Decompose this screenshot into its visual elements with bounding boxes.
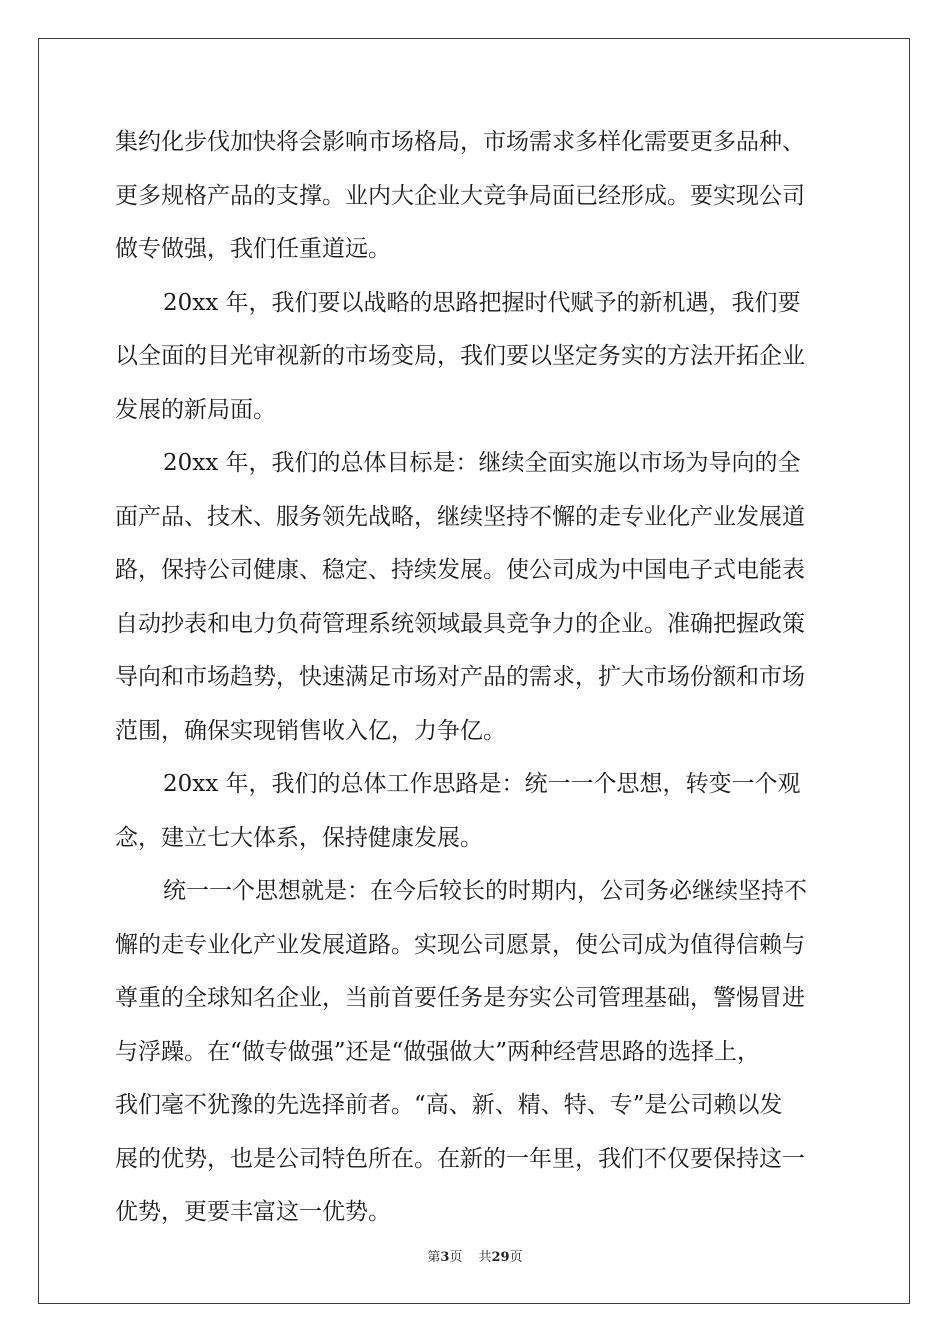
page-footer [0,1246,950,1265]
text-line: 我们毫不犹豫的先选择前者。“高、新、精、特、专”是公司赖以发 [115,1092,783,1118]
text-line: 懈的走专业化产业发展道路。实现公司愿景，使公司成为值得信赖与 [115,931,805,958]
text-line: 与浮躁。在“做专做强”还是“做强做大”两种经营思路的选择上， [115,1038,761,1065]
text-line: 集约化步伐加快将会影响市场格局，市场需求多样化需要更多品种、 [115,129,805,155]
page-number: 3 [440,1250,450,1265]
text-line: 20xx 年，我们要以战略的思路把握时代赋予的新机遇，我们要 [163,289,801,316]
text-line: 发展的新局面。 [115,396,276,423]
document-body [115,116,835,1240]
total-suffix: 页 [509,1250,523,1265]
text-line: 导向和市场趋势，快速满足市场对产品的需求，扩大市场份额和市场 [115,664,805,690]
text-line: 以全面的目光审视新的市场变局，我们要以坚定务实的方法开拓企业 [115,343,805,369]
text-line: 20xx 年，我们的总体目标是：继续全面实施以市场为导向的全 [163,450,801,476]
text-line: 范围，确保实现销售收入亿，力争亿。 [115,717,506,744]
page-suffix: 页 [449,1250,463,1265]
text-line: 尊重的全球知名企业，当前首要任务是夯实公司管理基础，警惕冒进 [115,985,805,1011]
text-line: 展的优势，也是公司特色所在。在新的一年里，我们不仅要保持这一 [115,1145,805,1172]
text-line: 20xx 年，我们的总体工作思路是：统一一个思想，转变一个观 [163,771,801,797]
page-prefix: 第 [427,1250,441,1265]
text-line: 路，保持公司健康、稳定、持续发展。使公司成为中国电子式电能表 [115,557,805,583]
text-line: 更多规格产品的支撑。业内大企业大竞争局面已经形成。要实现公司 [115,182,805,209]
text-line: 做专做强，我们任重道远。 [115,236,391,262]
total-pages: 29 [491,1250,510,1265]
total-prefix: 共 [478,1250,492,1265]
text-line: 统一一个思想就是：在今后较长的时期内，公司务必继续坚持不 [163,878,807,904]
text-line: 念，建立七大体系，保持健康发展。 [115,824,483,851]
text-line: 面产品、技术、服务领先战略，继续坚持不懈的走专业化产业发展道 [115,503,805,530]
text-line: 优势，更要丰富这一优势。 [115,1199,391,1225]
text-line: 自动抄表和电力负荷管理系统领域最具竞争力的企业。准确把握政策 [115,610,805,637]
